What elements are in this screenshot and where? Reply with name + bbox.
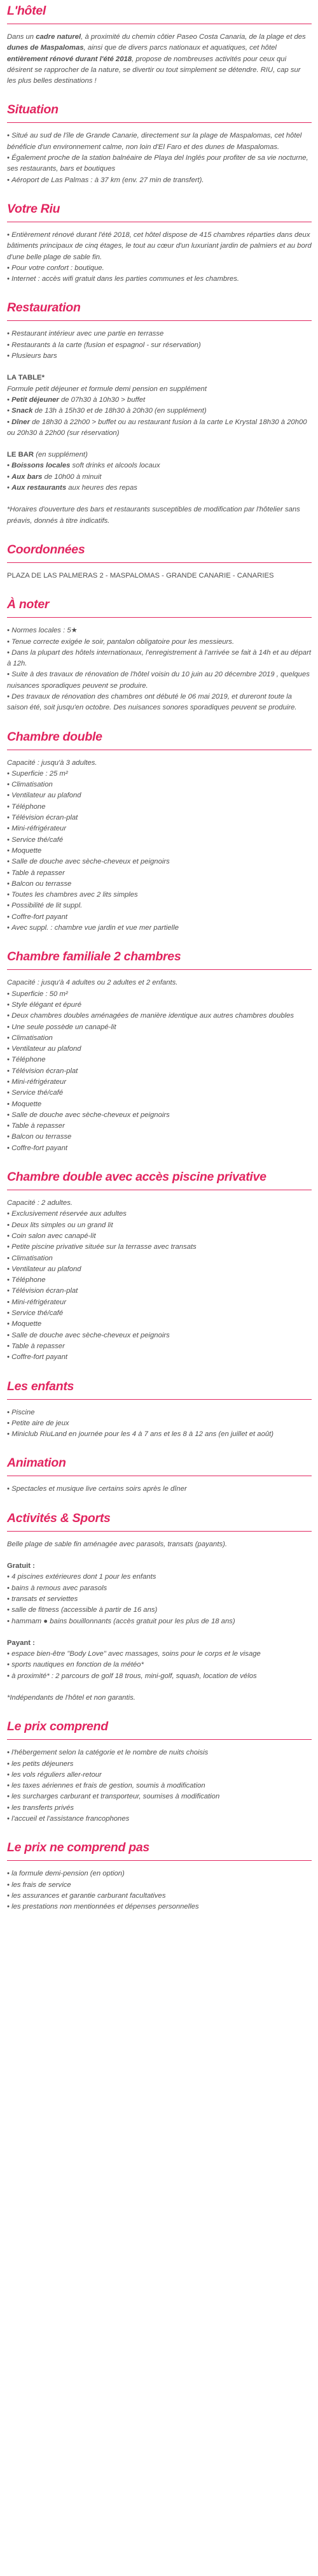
list-item: • Exclusivement réservée aux adultes — [7, 1209, 312, 1220]
chambre-familiale-list — [7, 989, 312, 1154]
list-item: • Climatisation — [7, 1253, 312, 1264]
section-riu — [7, 201, 312, 295]
list-item: • Table à repasser — [7, 1341, 312, 1352]
section-title-chambre-double: Chambre double — [7, 729, 102, 744]
list-item: • Moquette — [7, 1319, 312, 1330]
list-item: • Téléphone — [7, 1275, 312, 1286]
table-list — [7, 395, 312, 439]
list-item: • Balcon ou terrasse — [7, 1132, 312, 1142]
list-item: • Internet : accès wifi gratuit dans les parties communes et les chambres. — [7, 274, 312, 285]
list-item: • Salle de douche avec sèche-cheveux et peignoirs — [7, 1110, 312, 1121]
list-item: • Également proche de la station balnéaire de Playa del Inglés pour profiter de sa vie nocturne, ses restaurants, bars et boutiques — [7, 153, 312, 175]
list-item: • Spectacles et musique live certains soirs après le dîner — [7, 1484, 312, 1495]
list-item: • les frais de service — [7, 1880, 312, 1891]
list-item-label: Boissons locales — [11, 462, 71, 470]
list-item: • Une seule possède un canapé-lit — [7, 1022, 312, 1033]
list-item-detail: de 07h30 à 10h30 > buffet — [59, 395, 146, 404]
list-item: • Deux chambres doubles aménagées de manière identique aux autres chambres doubles — [7, 1011, 312, 1021]
list-item: • Superficie : 50 m² — [7, 989, 312, 1000]
list-item: • Mini-réfrigérateur — [7, 823, 312, 834]
section-divider — [7, 122, 312, 123]
list-item-detail: de 18h30 à 22h00 > buffet ou au restaurant fusion à la carte Le Krystal 18h30 à 20h00 ou 20h30 à 22h00 (sur réservation) — [7, 418, 307, 437]
list-item: • les assurances et garantie carburant facultatives — [7, 1891, 312, 1902]
list-item: • Téléphone — [7, 802, 312, 813]
section-restauration — [7, 300, 312, 537]
list-item — [7, 417, 312, 439]
section-title-chambre-piscine: Chambre double avec accès piscine privative — [7, 1170, 266, 1185]
list-item: • Climatisation — [7, 1033, 312, 1044]
section-divider — [7, 1531, 312, 1532]
section-chambre-piscine — [7, 1169, 312, 1374]
hotel-intro: Dans un cadre naturel, à proximité du chemin côtier Paseo Costa Canaria, de la plage et des dunes de Maspalomas, ainsi que de divers parcs nationaux et aquatiques, cet hôtel entièrement rénové durant l'été 2018, propose de nombreuses activités pour ceux qui désirent se rapprocher de la nature, se divertir ou tout simplement se détendre. RIU, cap sur les plus belles destinations ! — [7, 33, 306, 85]
list-item: • Restaurant intérieur avec une partie en terrasse — [7, 329, 312, 339]
section-coordonnees — [7, 542, 312, 592]
section-activites — [7, 1511, 312, 1715]
list-item: • Télévision écran-plat — [7, 813, 312, 823]
list-item: • Situé au sud de l'île de Grande Canarie, directement sur la plage de Maspalomas, cet hôtel bénéficie d'un environnement calme, non loin d'El Faro et des dunes de Maspalomas. — [7, 131, 312, 153]
section-divider — [7, 1860, 312, 1861]
list-item: • Télévision écran-plat — [7, 1286, 312, 1297]
section-title-coordonnees: Coordonnées — [7, 542, 85, 557]
list-item-label: Snack — [11, 407, 33, 415]
section-divider — [7, 1399, 312, 1400]
list-item: • Climatisation — [7, 779, 312, 790]
list-item: • Entièrement rénové durant l'été 2018, cet hôtel dispose de 415 chambres réparties dans deux bâtiments principaux de cinq étages, le tout au cœur d'un luxuriant jardin de palmiers et au bord d'une belle plage de sable fin. — [7, 230, 312, 263]
list-item — [7, 395, 312, 406]
list-item: • Ventilateur au plafond — [7, 790, 312, 801]
list-item: • les prestations non mentionnées et dépenses personnelles — [7, 1902, 312, 1912]
section-prix-comprend — [7, 1719, 312, 1835]
restauration-note: *Horaires d'ouverture des bars et restaurants susceptibles de modification par l'hôtelier sans préavis, donnés à titre indicatifs. — [7, 506, 300, 525]
section-title-restauration: Restauration — [7, 301, 81, 315]
list-item: • Possibilité de lit suppl. — [7, 900, 312, 911]
list-item: • à proximité* : 2 parcours de golf 18 trous, mini-golf, squash, location de vélos — [7, 1671, 312, 1682]
section-prix-ne-comprend — [7, 1840, 312, 1912]
list-item: • Télévision écran-plat — [7, 1066, 312, 1077]
payant-title: Payant : — [7, 1639, 35, 1647]
list-item-label: Petit déjeuner — [11, 395, 59, 404]
section-title-prix-ne-comprend: Le prix ne comprend pas — [7, 1840, 149, 1855]
list-item-detail: aux heures des repas — [66, 484, 137, 492]
list-item-detail: de 10h00 à minuit — [42, 473, 102, 481]
table-title: LA TABLE* — [7, 374, 45, 382]
list-item: • Balcon ou terrasse — [7, 879, 312, 890]
list-item: • Suite à des travaux de rénovation de l'hôtel voisin du 10 juin au 20 décembre 2019 , quelques nuisances sporadiques peuvent se produire. — [7, 669, 312, 692]
section-chambre-double — [7, 729, 312, 945]
list-item: • Ventilateur au plafond — [7, 1044, 312, 1055]
list-item: • Service thé/café — [7, 1088, 312, 1099]
list-item: • Table à repasser — [7, 868, 312, 879]
list-item: • Table à repasser — [7, 1121, 312, 1132]
hotel-address: PLAZA DE LAS PALMERAS 2 - MASPALOMAS - GRANDE CANARIE - CANARIES — [7, 571, 274, 580]
list-item: • Tenue correcte exigée le soir, pantalon obligatoire pour les messieurs. — [7, 637, 312, 648]
list-item: • sports nautiques en fonction de la météo* — [7, 1660, 312, 1670]
list-item: • hammam ● bains bouillonnants (accès gratuit pour les plus de 18 ans) — [7, 1616, 312, 1627]
section-title-situation: Situation — [7, 103, 59, 117]
list-item: • Service thé/café — [7, 1308, 312, 1319]
list-item: • la formule demi-pension (en option) — [7, 1868, 312, 1879]
list-item: • l'hébergement selon la catégorie et le nombre de nuits choisis — [7, 1747, 312, 1758]
list-item: • Coffre-fort payant — [7, 1352, 312, 1363]
list-item: • Mini-réfrigérateur — [7, 1297, 312, 1308]
list-item: • Service thé/café — [7, 835, 312, 846]
section-enfants — [7, 1379, 312, 1451]
riu-list — [7, 230, 312, 285]
section-title-riu: Votre Riu — [7, 201, 60, 216]
section-title-chambre-familiale: Chambre familiale 2 chambres — [7, 950, 181, 964]
section-divider — [7, 617, 312, 618]
list-item: • Moquette — [7, 1099, 312, 1110]
list-item: • Avec suppl. : chambre vue jardin et vue mer partielle — [7, 923, 312, 934]
section-title-activites: Activités & Sports — [7, 1511, 111, 1525]
section-a-noter — [7, 597, 312, 724]
list-item: • Deux lits simples ou un grand lit — [7, 1220, 312, 1231]
section-situation — [7, 102, 312, 196]
enfants-list — [7, 1407, 312, 1441]
list-item: • Aéroport de Las Palmas : à 37 km (env. 27 min de transfert). — [7, 175, 312, 186]
prix-ne-comprend-list — [7, 1868, 312, 1912]
prix-comprend-list — [7, 1747, 312, 1825]
chambre-double-list — [7, 769, 312, 934]
list-item-detail: de 13h à 15h30 et de 18h30 à 20h30 (en supplément) — [32, 407, 207, 415]
restauration-list — [7, 329, 312, 362]
list-item-label: Aux bars — [11, 473, 43, 481]
list-item: • salle de fitness (accessible à partir de 16 ans) — [7, 1605, 312, 1616]
list-item: • les surcharges carburant et transporteur, soumises à modification — [7, 1791, 312, 1802]
chambre-piscine-list — [7, 1209, 312, 1363]
list-item: • l'accueil et l'assistance francophones — [7, 1814, 312, 1825]
list-item: • Mini-réfrigérateur — [7, 1077, 312, 1088]
section-divider — [7, 969, 312, 970]
animation-list — [7, 1484, 312, 1495]
list-item: • Dans la plupart des hôtels internationaux, l'enregistrement à l'arrivée se fait à 14h et au départ à 12h. — [7, 648, 312, 670]
list-item: • Style élégant et épuré — [7, 1000, 312, 1011]
section-animation — [7, 1455, 312, 1505]
bar-list — [7, 460, 312, 494]
activites-intro: Belle plage de sable fin aménagée avec parasols, transats (payants). — [7, 1540, 228, 1548]
list-item: • Miniclub RiuLand en journée pour les 4 à 7 ans et les 8 à 12 ans (en juillet et août) — [7, 1429, 312, 1440]
list-item: • Coffre-fort payant — [7, 1143, 312, 1154]
list-item-label: Dîner — [11, 418, 30, 426]
list-item: • Pour votre confort : boutique. — [7, 263, 312, 274]
section-title-prix-comprend: Le prix comprend — [7, 1719, 108, 1734]
payant-list — [7, 1649, 312, 1682]
list-item: • Ventilateur au plafond — [7, 1264, 312, 1275]
list-item: • les taxes aériennes et frais de gestion, soumis à modification — [7, 1781, 312, 1791]
list-item: • 4 piscines extérieures dont 1 pour les enfants — [7, 1572, 312, 1583]
list-item: • Coin salon avec canapé-lit — [7, 1231, 312, 1242]
list-item: • espace bien-être "Body Love" avec massages, soins pour le corps et le visage — [7, 1649, 312, 1660]
list-item: • Moquette — [7, 846, 312, 857]
list-item: • Piscine — [7, 1407, 312, 1418]
gratuit-list — [7, 1572, 312, 1626]
list-item: • Restaurants à la carte (fusion et espagnol - sur réservation) — [7, 340, 312, 351]
list-item — [7, 472, 312, 483]
list-item-detail: soft drinks et alcools locaux — [70, 462, 160, 470]
list-item: • bains à remous avec parasols — [7, 1583, 312, 1594]
table-intro: Formule petit déjeuner et formule demi pension en supplément — [7, 385, 207, 393]
list-item: • les vols réguliers aller-retour — [7, 1770, 312, 1781]
section-chambre-familiale — [7, 949, 312, 1165]
list-item — [7, 406, 312, 416]
room-capacity: Capacité : jusqu'à 3 adultes. — [7, 758, 97, 767]
list-item: • Normes locales : 5★ — [7, 625, 312, 636]
list-item: • les transferts privés — [7, 1803, 312, 1814]
list-item: • Salle de douche avec sèche-cheveux et peignoirs — [7, 1330, 312, 1341]
room-capacity: Capacité : jusqu'à 4 adultes ou 2 adultes et 2 enfants. — [7, 979, 178, 987]
bar-title: LE BAR (en supplément) — [7, 451, 88, 459]
list-item: • Téléphone — [7, 1055, 312, 1065]
list-item: • Petite piscine privative située sur la terrasse avec transats — [7, 1242, 312, 1253]
section-divider — [7, 1739, 312, 1740]
list-item: • Plusieurs bars — [7, 351, 312, 362]
list-item-label: Aux restaurants — [11, 484, 67, 492]
list-item — [7, 483, 312, 494]
section-title-a-noter: À noter — [7, 597, 50, 612]
section-hotel — [7, 3, 312, 97]
list-item: • Des travaux de rénovation des chambres ont débuté le 06 mai 2019, et dureront toute la saison été, soit jusqu'en octobre. Des nuisances sonores sporadiques peuvent se produire. — [7, 692, 312, 714]
situation-list — [7, 131, 312, 185]
a-noter-list — [7, 625, 312, 713]
list-item — [7, 460, 312, 471]
list-item: • Coffre-fort payant — [7, 912, 312, 923]
list-item: • Toutes les chambres avec 2 lits simples — [7, 890, 312, 900]
list-item: • Salle de douche avec sèche-cheveux et peignoirs — [7, 857, 312, 867]
activites-note: *Indépendants de l'hôtel et non garantis. — [7, 1693, 135, 1702]
room-capacity: Capacité : 2 adultes. — [7, 1199, 73, 1207]
list-item: • Petite aire de jeux — [7, 1418, 312, 1429]
list-item: • transats et serviettes — [7, 1594, 312, 1605]
section-divider — [7, 562, 312, 563]
list-item: • les petits déjeuners — [7, 1759, 312, 1770]
section-title-animation: Animation — [7, 1456, 66, 1470]
gratuit-title: Gratuit : — [7, 1562, 35, 1570]
section-divider — [7, 320, 312, 321]
section-title-enfants: Les enfants — [7, 1379, 74, 1393]
list-item: • Superficie : 25 m² — [7, 769, 312, 779]
section-title-hotel: L'hôtel — [7, 4, 46, 18]
